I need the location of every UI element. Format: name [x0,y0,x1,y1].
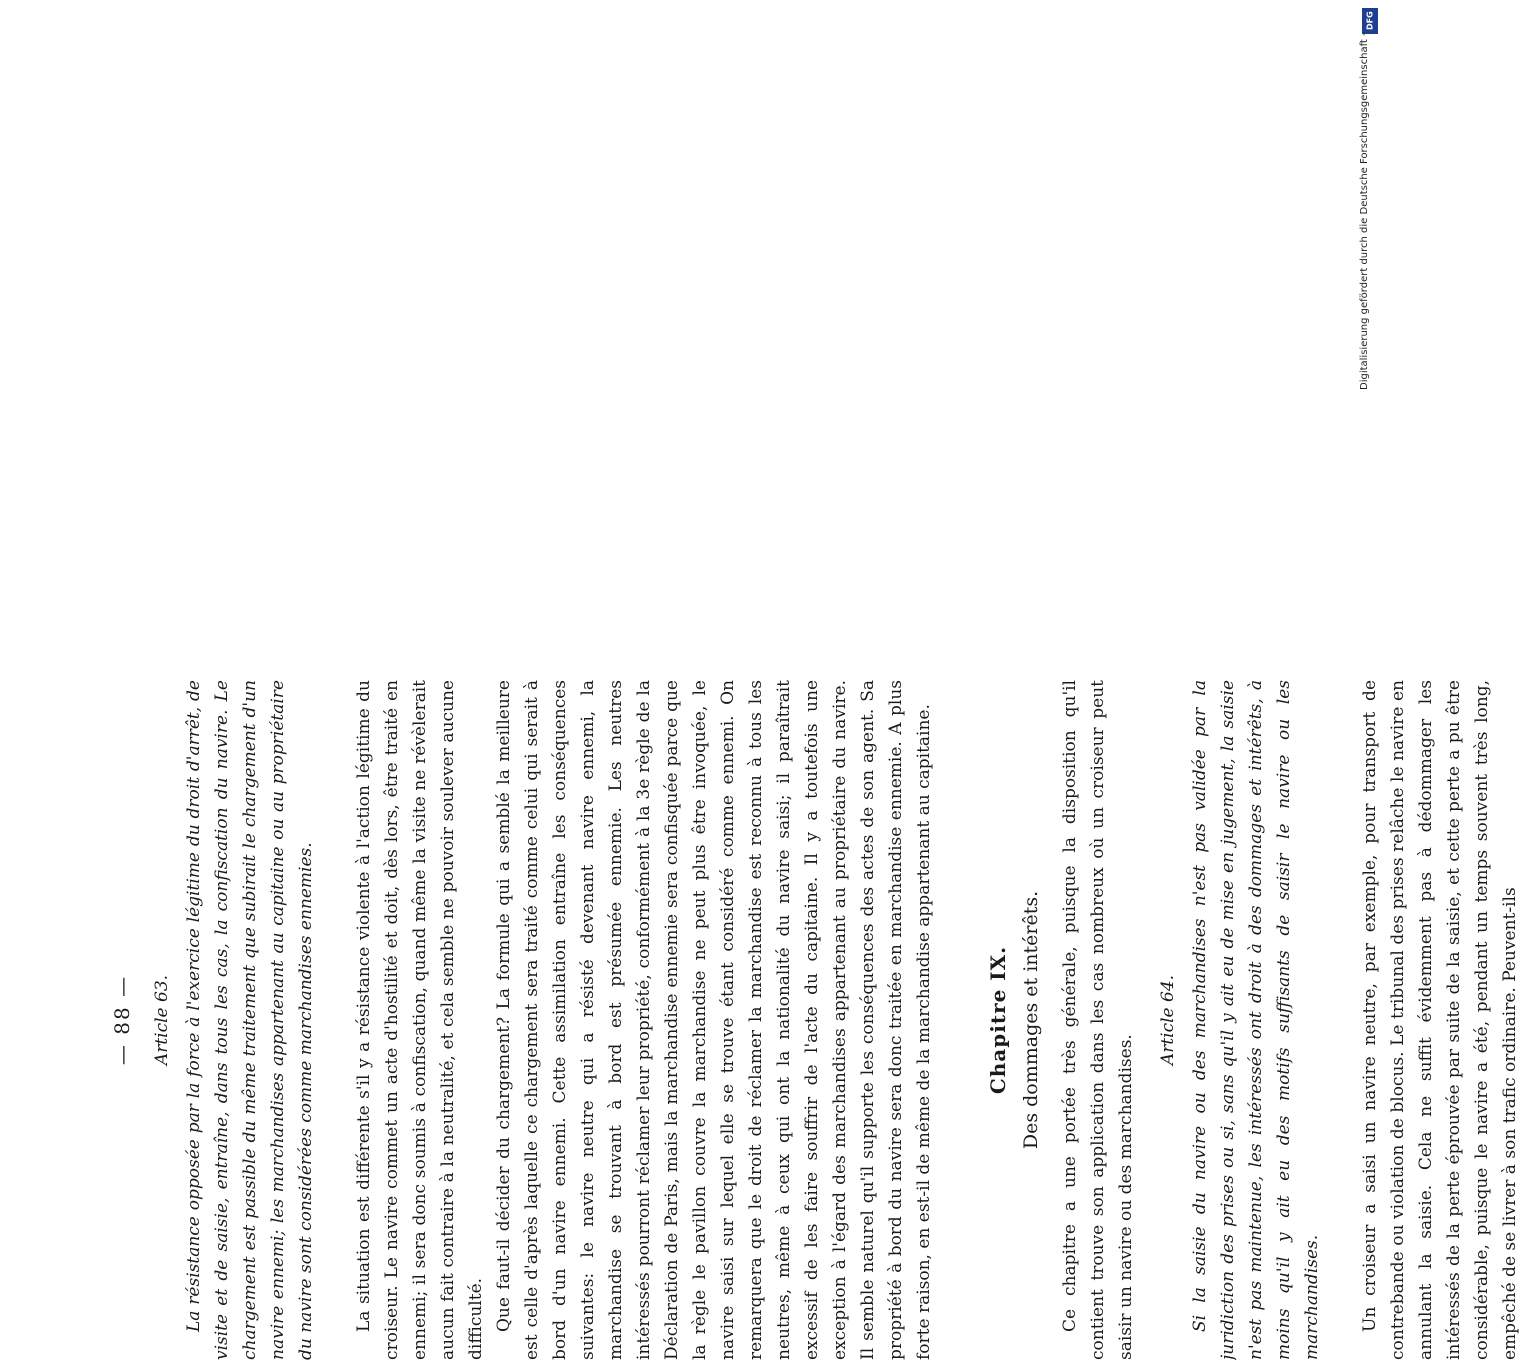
paragraph-2: Que faut-il décider du chargement? La formule qui a semblé la meilleure est celle d'après laquelle ce chargement sera traité comme celui qui serait à bord d'un navire ennemi. Cette assimilation entraîne les conséquences suivantes: le navire neutre qui a résisté devenant navire ennemi, la marchandise se trouvant à bord est présumée ennemie. Les neutres intéressés pourront réclamer leur propriété, conformément à la 3e règle de la Déclaration de Paris, mais la marchandise ennemie sera confisquée parce que la règle le pavillon couvre la marchandise ne peut plus être invoquée, le navire saisi sur lequel elle se trouve étant considéré comme ennemi. On remarquera que le droit de réclamer la marchandise est reconnu à tous les neutres, même à ceux qui ont la nationalité du navire saisi; il paraîtrait excessif de les faire souffrir de l'acte du capitaine. Il y a toutefois une exception à l'égard des marchandises appartenant au propriétaire du navire. Il semble naturel qu'il supporte les conséquences des actes de son agent. Sa propriété à bord du navire sera donc traitée en marchandise ennemie. A plus forte raison, en est-il de même de la marchandise appartenant au capitaine. [494,680,934,1360]
digitization-credit [1359,0,1381,400]
chapter-heading: Chapitre IX. [986,945,1010,1095]
article-63-text: La résistance opposée par la force à l'exercice légitime du droit d'arrêt, de visite et de saisie, entraîne, dans tous les cas, la confiscation du navire. Le chargement est passible du même traitement que subirait le chargement d'un navire ennemi; les marchandises appartenant au capitaine ou au propriétaire du navire sont considérées comme marchandises ennemies. [184,680,316,1360]
article-64-heading: Article 64. [1158,974,1178,1066]
page-number: — 88 — [110,974,134,1066]
article-64-text: Si la saisie du navire ou des marchandises n'est pas validée par la juridiction des prises ou si, sans qu'il y ait eu de mise en jugement, la saisie n'est pas maintenue, les intéressés ont droit à des dommages et intérêts, à moins qu'il y ait eu des motifs suffisants de saisir le navire ou les marchandises. [1190,680,1322,1360]
chapter-title: Des dommages et intérêts. [1020,890,1042,1150]
rotated-page [60,680,1520,1360]
page-content [60,680,1520,1360]
dfg-logo: DFG [1362,8,1378,34]
chapter-intro: Ce chapitre a une portée très générale, puisque la disposition qu'il contient trouve son application dans les cas nombreux où un croiseur peut saisir un navire ou des marchandises. [1060,680,1136,1360]
paragraph-1: La situation est différente s'il y a résistance violente à l'action légitime du croiseur. Le navire commet un acte d'hostilité et doit, dès lors, être traité en ennemi; il sera donc soumis à confiscation, quand même la visite ne révèlerait aucun fait contraire à la neutralité, et cela semble ne pouvoir soulever aucune difficulté. [354,680,486,1360]
article-63-heading: Article 63. [152,974,172,1066]
credit-text: Digitalisierung gefördert durch die Deutsche Forschungsgemeinschaft - [1359,32,1370,390]
closing-paragraph: Un croiseur a saisi un navire neutre, par exemple, pour transport de contrebande ou violation de blocus. Le tribunal des prises relâche le navire en annulant la saisie. Cela ne suffit évidemment pas à dédommager les intéressés de la perte éprouvée par suite de la saisie, et cette perte a pu être considérable, puisque le navire a été, pendant un temps souvent très long, empêché de se livrer à son trafic ordinaire. Peuvent-ils [1360,680,1520,1360]
